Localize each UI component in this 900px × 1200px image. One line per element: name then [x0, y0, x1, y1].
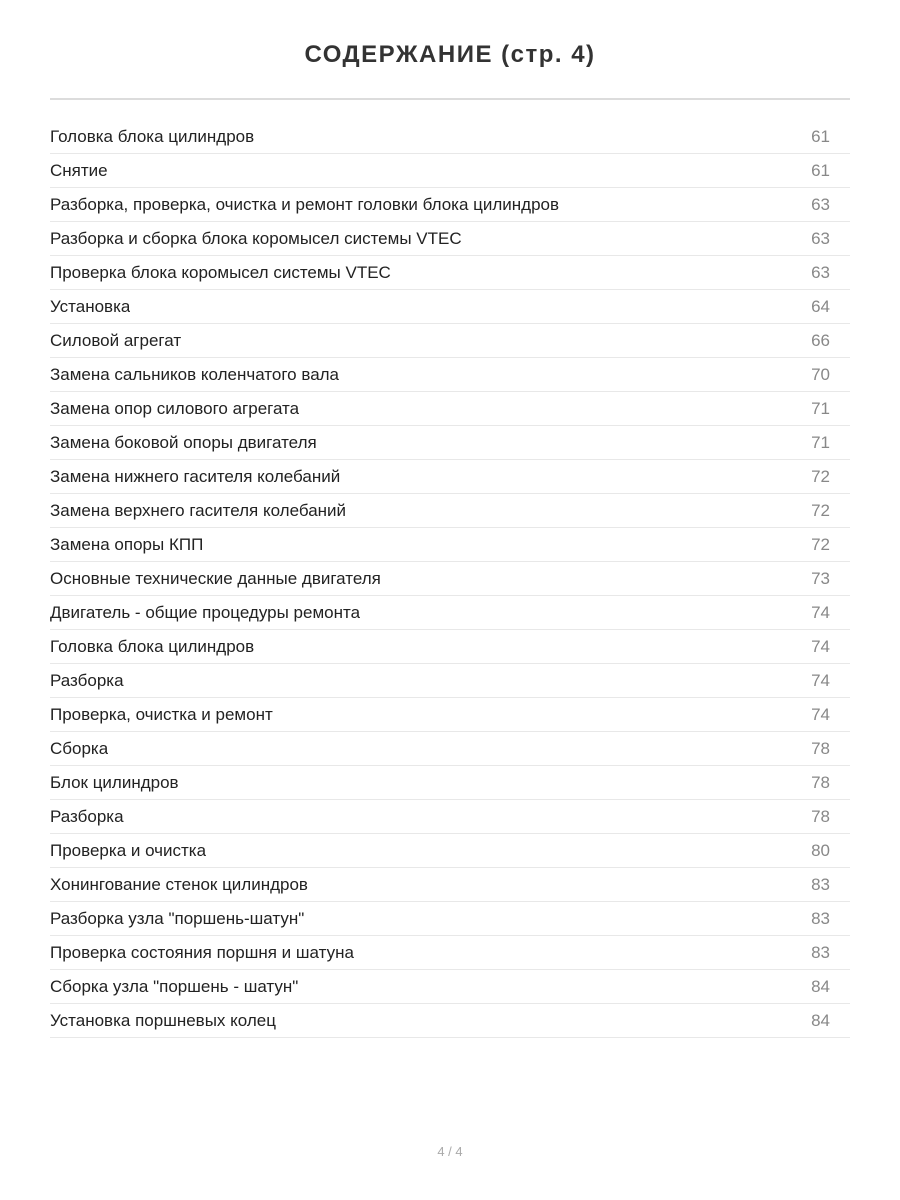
toc-entry-page-number: 66: [811, 330, 830, 350]
toc-entry-page-number: 70: [811, 364, 830, 384]
toc-entry-title[interactable]: Замена верхнего гасителя колебаний: [50, 500, 347, 520]
toc-entry-title[interactable]: Снятие: [50, 160, 108, 180]
toc-entry-title[interactable]: Установка поршневых колец: [50, 1010, 276, 1030]
toc-entry[interactable]: [50, 528, 850, 562]
toc-entry-page-number: 74: [811, 636, 830, 656]
toc-entry-page-number: 72: [811, 534, 830, 554]
page-title: СОДЕРЖАНИЕ (стр. 4): [304, 41, 596, 68]
toc-entry[interactable]: [50, 290, 850, 324]
toc-entry-title[interactable]: Замена сальников коленчатого вала: [50, 364, 340, 384]
toc-entry-title[interactable]: Проверка состояния поршня и шатуна: [50, 942, 354, 962]
toc-entry-page-number: 61: [811, 160, 830, 180]
page-indicator: 4 / 4: [437, 1144, 463, 1159]
toc-entry-page-number: 71: [811, 432, 830, 452]
toc-entry[interactable]: [50, 630, 850, 664]
toc-entry[interactable]: [50, 256, 850, 290]
toc-entry-title[interactable]: Проверка, очистка и ремонт: [50, 704, 273, 724]
toc-entry[interactable]: [50, 358, 850, 392]
toc-entry-page-number: 64: [811, 296, 830, 316]
toc-entry-title[interactable]: Проверка блока коромысел системы VTEC: [50, 262, 391, 282]
toc-entry-title[interactable]: Установка: [50, 296, 131, 316]
toc-entry[interactable]: [50, 766, 850, 800]
toc-entry-page-number: 71: [811, 398, 830, 418]
toc-entry[interactable]: [50, 494, 850, 528]
title-divider: [50, 98, 850, 100]
toc-entry-title[interactable]: Двигатель - общие процедуры ремонта: [50, 602, 361, 622]
toc-entry[interactable]: [50, 460, 850, 494]
toc-entry-title[interactable]: Разборка и сборка блока коромысел системы VTEC: [50, 228, 462, 248]
toc-entry-title[interactable]: Разборка узла "поршень-шатун": [50, 908, 305, 928]
toc-entry[interactable]: [50, 936, 850, 970]
toc-entry-title[interactable]: Основные технические данные двигателя: [50, 568, 381, 588]
toc-entry-page-number: 74: [811, 704, 830, 724]
toc-entry-title[interactable]: Замена боковой опоры двигателя: [50, 432, 317, 452]
toc-entry-title[interactable]: Блок цилиндров: [50, 772, 179, 792]
toc-entry[interactable]: [50, 188, 850, 222]
toc-entry-page-number: 63: [811, 262, 830, 282]
toc-entry-title[interactable]: Головка блока цилиндров: [50, 636, 255, 656]
toc-entry[interactable]: [50, 596, 850, 630]
toc-entry[interactable]: [50, 1004, 850, 1038]
toc-entry-page-number: 80: [811, 840, 830, 860]
toc-entry[interactable]: [50, 902, 850, 936]
toc-entry-title[interactable]: Разборка: [50, 670, 124, 690]
toc-entry-page-number: 84: [811, 1010, 830, 1030]
toc-entry[interactable]: [50, 324, 850, 358]
toc-entry-title[interactable]: Сборка узла "поршень - шатун": [50, 976, 299, 996]
toc-entry-page-number: 84: [811, 976, 830, 996]
toc-entry-title[interactable]: Разборка: [50, 806, 124, 826]
toc-entry-title[interactable]: Силовой агрегат: [50, 330, 182, 350]
toc-entry-page-number: 78: [811, 806, 830, 826]
toc-entry-page-number: 72: [811, 466, 830, 486]
toc-list: [50, 120, 850, 1038]
toc-entry-page-number: 83: [811, 874, 830, 894]
toc-entry-page-number: 83: [811, 908, 830, 928]
toc-entry-title[interactable]: Головка блока цилиндров: [50, 126, 255, 146]
toc-entry[interactable]: [50, 426, 850, 460]
toc-entry[interactable]: [50, 800, 850, 834]
toc-entry-page-number: 78: [811, 772, 830, 792]
toc-entry-title[interactable]: Сборка: [50, 738, 109, 758]
toc-entry-page-number: 61: [811, 126, 830, 146]
toc-entry-title[interactable]: Проверка и очистка: [50, 840, 207, 860]
toc-entry[interactable]: [50, 732, 850, 766]
toc-entry[interactable]: [50, 562, 850, 596]
toc-entry-page-number: 74: [811, 670, 830, 690]
toc-entry-title[interactable]: Замена опор силового агрегата: [50, 398, 300, 418]
toc-entry[interactable]: [50, 970, 850, 1004]
toc-entry[interactable]: [50, 868, 850, 902]
toc-entry-page-number: 78: [811, 738, 830, 758]
toc-entry[interactable]: [50, 834, 850, 868]
toc-entry[interactable]: [50, 120, 850, 154]
toc-entry-page-number: 72: [811, 500, 830, 520]
toc-entry[interactable]: [50, 154, 850, 188]
toc-entry[interactable]: [50, 222, 850, 256]
toc-entry[interactable]: [50, 698, 850, 732]
toc-entry-title[interactable]: Замена опоры КПП: [50, 534, 204, 554]
toc-entry-title[interactable]: Замена нижнего гасителя колебаний: [50, 466, 341, 486]
toc-entry-page-number: 83: [811, 942, 830, 962]
toc-entry-page-number: 63: [811, 228, 830, 248]
toc-entry-page-number: 73: [811, 568, 830, 588]
toc-entry[interactable]: [50, 664, 850, 698]
toc-entry-title[interactable]: Разборка, проверка, очистка и ремонт головки блока цилиндров: [50, 194, 560, 214]
toc-entry-page-number: 63: [811, 194, 830, 214]
toc-entry-page-number: 74: [811, 602, 830, 622]
toc-entry-title[interactable]: Хонингование стенок цилиндров: [50, 874, 308, 894]
toc-entry[interactable]: [50, 392, 850, 426]
